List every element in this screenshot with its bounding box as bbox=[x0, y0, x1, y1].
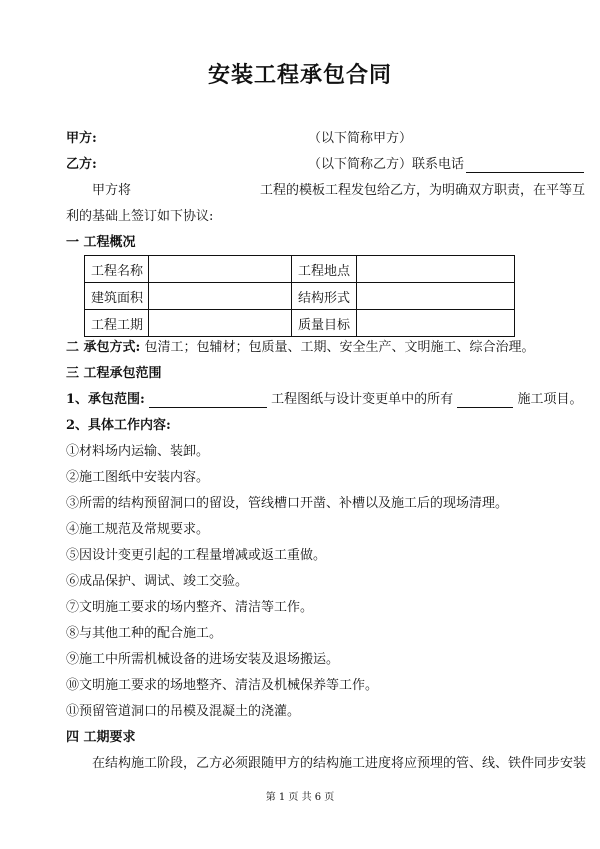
list-item: ④施工规范及常规要求。 bbox=[66, 522, 210, 537]
intro-line-2: 利的基础上签订如下协议: bbox=[66, 209, 214, 224]
table-row bbox=[85, 256, 515, 283]
section4-heading: 四 工期要求 bbox=[66, 730, 136, 745]
party-b-note: （以下简称乙方）联系电话 bbox=[308, 157, 584, 173]
list-item: ②施工图纸中安装内容。 bbox=[66, 470, 210, 485]
list-item: ①材料场内运输、装卸。 bbox=[66, 444, 210, 459]
section2-line bbox=[66, 340, 534, 356]
list-item: ⑥成品保护、调试、竣工交验。 bbox=[66, 574, 249, 589]
list-item: ⑦文明施工要求的场内整齐、清洁等工作。 bbox=[66, 600, 314, 615]
table-value bbox=[149, 310, 292, 337]
party-a-label: 甲方: bbox=[66, 131, 97, 146]
section4-text: 在结构施工阶段，乙方必须跟随甲方的结构施工进度将应预埋的管、线、铁件同步安装 bbox=[92, 756, 587, 771]
document-title: 安装工程承包合同 bbox=[207, 63, 392, 88]
page-footer: 第 1 页 共 6 页 bbox=[265, 792, 335, 803]
list-item: ⑤因设计变更引起的工程量增减或返工重做。 bbox=[66, 548, 327, 563]
intro-start: 甲方将 bbox=[92, 183, 132, 198]
scope-line bbox=[66, 392, 582, 408]
table-label: 建筑面积 bbox=[85, 283, 149, 310]
list-item: ③所需的结构预留洞口的留设，管线槽口开凿、补槽以及施工后的现场清理。 bbox=[66, 496, 509, 511]
section2-text: 包清工；包辅材；包质量、工期、安全生产、文明施工、综合治理。 bbox=[144, 340, 535, 355]
list-item: ⑩文明施工要求的场地整齐、清洁及机械保养等工作。 bbox=[66, 678, 379, 693]
scope-blank-2 bbox=[457, 394, 513, 408]
table-label: 质量目标 bbox=[292, 310, 357, 337]
table-row bbox=[85, 310, 515, 337]
phone-blank bbox=[466, 159, 584, 173]
party-a-note: （以下简称甲方） bbox=[308, 131, 413, 146]
table-label: 工程地点 bbox=[292, 256, 357, 283]
project-info-table bbox=[84, 255, 515, 337]
party-b-line bbox=[66, 157, 465, 173]
party-a-line bbox=[66, 131, 413, 147]
scope-middle: 工程图纸与设计变更单中的所有 bbox=[271, 392, 454, 407]
scope-end: 施工项目。 bbox=[517, 392, 583, 407]
party-b-label: 乙方: bbox=[66, 157, 97, 172]
list-item: ⑧与其他工种的配合施工。 bbox=[66, 626, 223, 641]
scope-label: 1、承包范围: bbox=[66, 392, 145, 407]
table-value bbox=[149, 256, 292, 283]
table-row bbox=[85, 283, 515, 310]
section3-heading: 三 工程承包范围 bbox=[66, 366, 162, 381]
intro-line-1 bbox=[92, 183, 586, 199]
scope-blank-1 bbox=[149, 394, 267, 408]
work-label: 2、具体工作内容: bbox=[66, 418, 171, 433]
table-value bbox=[149, 283, 292, 310]
table-value bbox=[357, 283, 515, 310]
table-value bbox=[357, 256, 515, 283]
table-label: 工程名称 bbox=[85, 256, 149, 283]
table-value bbox=[357, 310, 515, 337]
section1-heading: 一 工程概况 bbox=[66, 235, 136, 250]
list-item: ⑨施工中所需机械设备的进场安装及退场搬运。 bbox=[66, 652, 340, 667]
table-label: 工程工期 bbox=[85, 310, 149, 337]
section2-label: 二 承包方式: bbox=[66, 340, 141, 355]
intro-middle: 工程的模板工程发包给乙方，为明确双方职责，在平等互 bbox=[260, 183, 586, 198]
table-label: 结构形式 bbox=[292, 283, 357, 310]
list-item: ⑪预留管道洞口的吊模及混凝土的浇灌。 bbox=[66, 704, 301, 719]
